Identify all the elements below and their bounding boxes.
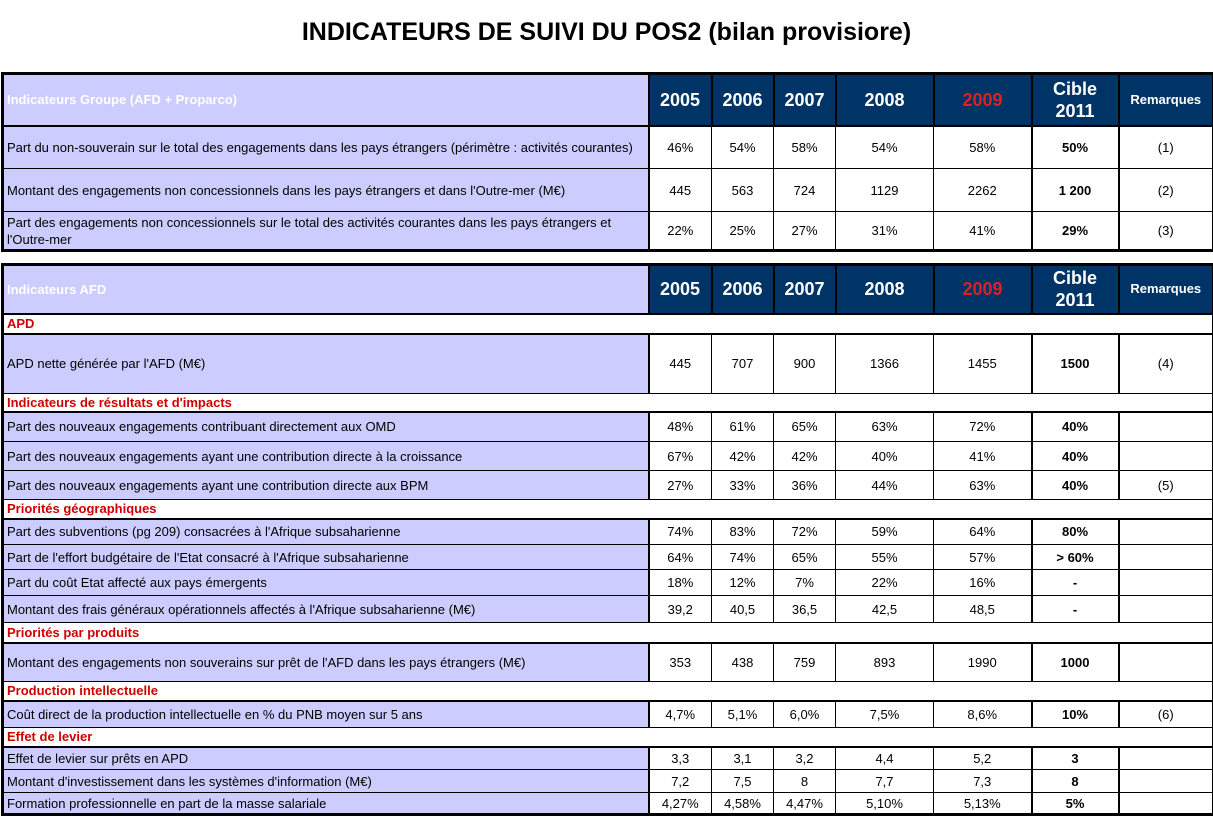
remark-cell bbox=[1119, 747, 1213, 770]
remark-cell: (6) bbox=[1119, 701, 1213, 728]
value-cell: 759 bbox=[774, 643, 836, 682]
value-cell: 900 bbox=[774, 334, 836, 394]
value-cell: 67% bbox=[649, 442, 712, 471]
value-cell: 72% bbox=[934, 412, 1032, 442]
column-header: 2007 bbox=[774, 265, 836, 314]
remark-cell bbox=[1119, 643, 1213, 682]
table-row bbox=[3, 747, 1213, 770]
remark-cell bbox=[1119, 442, 1213, 471]
value-cell: 7,7 bbox=[836, 770, 934, 793]
value-cell: 54% bbox=[836, 126, 934, 169]
value-cell: 2262 bbox=[934, 169, 1032, 212]
remark-cell bbox=[1119, 519, 1213, 545]
value-cell: 438 bbox=[712, 643, 774, 682]
table-row bbox=[3, 471, 1213, 500]
section-row bbox=[3, 682, 1213, 701]
indicator-label: Montant des engagements non souverains sur prêt de l'AFD dans les pays étrangers (M€) bbox=[3, 643, 649, 682]
value-cell: 22% bbox=[649, 212, 712, 251]
column-header: 2005 bbox=[649, 74, 712, 126]
column-header: Cible 2011 bbox=[1032, 265, 1119, 314]
table-row bbox=[3, 570, 1213, 596]
value-cell: 31% bbox=[836, 212, 934, 251]
column-header: Remarques bbox=[1119, 74, 1213, 126]
remark-cell bbox=[1119, 412, 1213, 442]
section-title: Effet de levier bbox=[3, 728, 1213, 747]
value-cell: 36,5 bbox=[774, 596, 836, 623]
target-cell: 8 bbox=[1032, 770, 1119, 793]
table-row bbox=[3, 169, 1213, 212]
value-cell: 63% bbox=[934, 471, 1032, 500]
value-cell: 724 bbox=[774, 169, 836, 212]
value-cell: 54% bbox=[712, 126, 774, 169]
column-header: Remarques bbox=[1119, 265, 1213, 314]
remark-cell bbox=[1119, 596, 1213, 623]
value-cell: 445 bbox=[649, 169, 712, 212]
section-row bbox=[3, 728, 1213, 747]
indicator-label: Effet de levier sur prêts en APD bbox=[3, 747, 649, 770]
column-header: Cible 2011 bbox=[1032, 74, 1119, 126]
value-cell: 64% bbox=[649, 545, 712, 570]
group-indicators-table bbox=[1, 72, 1213, 252]
value-cell: 74% bbox=[649, 519, 712, 545]
table-row bbox=[3, 126, 1213, 169]
target-cell: 5% bbox=[1032, 793, 1119, 815]
value-cell: 5,10% bbox=[836, 793, 934, 815]
value-cell: 4,4 bbox=[836, 747, 934, 770]
value-cell: 42% bbox=[712, 442, 774, 471]
remark-cell bbox=[1119, 793, 1213, 815]
value-cell: 63% bbox=[836, 412, 934, 442]
section-title: Indicateurs de résultats et d'impacts bbox=[3, 394, 1213, 412]
header-row bbox=[3, 265, 1213, 314]
column-header: 2008 bbox=[836, 74, 934, 126]
table-row bbox=[3, 545, 1213, 570]
page-title: INDICATEURS DE SUIVI DU POS2 (bilan provisiore) bbox=[0, 18, 1213, 47]
remark-cell bbox=[1119, 545, 1213, 570]
value-cell: 44% bbox=[836, 471, 934, 500]
value-cell: 72% bbox=[774, 519, 836, 545]
indicator-label: Part du non-souverain sur le total des engagements dans les pays étrangers (périmètre : activités courantes) bbox=[3, 126, 649, 169]
table-heading: Indicateurs AFD bbox=[3, 265, 649, 314]
section-row bbox=[3, 623, 1213, 643]
value-cell: 7% bbox=[774, 570, 836, 596]
remark-cell: (1) bbox=[1119, 126, 1213, 169]
target-cell: - bbox=[1032, 596, 1119, 623]
value-cell: 83% bbox=[712, 519, 774, 545]
indicator-label: Montant d'investissement dans les systèmes d'information (M€) bbox=[3, 770, 649, 793]
target-cell: 10% bbox=[1032, 701, 1119, 728]
value-cell: 42% bbox=[774, 442, 836, 471]
value-cell: 25% bbox=[712, 212, 774, 251]
value-cell: 18% bbox=[649, 570, 712, 596]
value-cell: 5,1% bbox=[712, 701, 774, 728]
remark-cell bbox=[1119, 570, 1213, 596]
indicator-label: Montant des engagements non concessionnels dans les pays étrangers et dans l'Outre-mer (M€) bbox=[3, 169, 649, 212]
value-cell: 48% bbox=[649, 412, 712, 442]
indicator-label: Part des nouveaux engagements contribuant directement aux OMD bbox=[3, 412, 649, 442]
indicator-label: Montant des frais généraux opérationnels affectés à l'Afrique subsaharienne (M€) bbox=[3, 596, 649, 623]
column-header: 2009 bbox=[934, 74, 1032, 126]
value-cell: 1366 bbox=[836, 334, 934, 394]
value-cell: 7,2 bbox=[649, 770, 712, 793]
section-row bbox=[3, 314, 1213, 334]
table-row bbox=[3, 212, 1213, 251]
column-header: 2006 bbox=[712, 265, 774, 314]
column-header: 2009 bbox=[934, 265, 1032, 314]
value-cell: 48,5 bbox=[934, 596, 1032, 623]
value-cell: 445 bbox=[649, 334, 712, 394]
value-cell: 40,5 bbox=[712, 596, 774, 623]
value-cell: 4,58% bbox=[712, 793, 774, 815]
value-cell: 33% bbox=[712, 471, 774, 500]
value-cell: 64% bbox=[934, 519, 1032, 545]
target-cell: 40% bbox=[1032, 442, 1119, 471]
column-header: 2006 bbox=[712, 74, 774, 126]
table-row bbox=[3, 596, 1213, 623]
section-title: Production intellectuelle bbox=[3, 682, 1213, 701]
value-cell: 58% bbox=[934, 126, 1032, 169]
section-row bbox=[3, 500, 1213, 519]
value-cell: 8 bbox=[774, 770, 836, 793]
value-cell: 707 bbox=[712, 334, 774, 394]
value-cell: 7,3 bbox=[934, 770, 1032, 793]
value-cell: 41% bbox=[934, 212, 1032, 251]
table-row bbox=[3, 793, 1213, 815]
value-cell: 8,6% bbox=[934, 701, 1032, 728]
value-cell: 46% bbox=[649, 126, 712, 169]
remark-cell bbox=[1119, 770, 1213, 793]
value-cell: 7,5 bbox=[712, 770, 774, 793]
remark-cell: (3) bbox=[1119, 212, 1213, 251]
value-cell: 5,13% bbox=[934, 793, 1032, 815]
value-cell: 7,5% bbox=[836, 701, 934, 728]
table-row bbox=[3, 334, 1213, 394]
indicator-label: Part de l'effort budgétaire de l'Etat consacré à l'Afrique subsaharienne bbox=[3, 545, 649, 570]
indicator-label: APD nette générée par l'AFD (M€) bbox=[3, 334, 649, 394]
indicator-label: Part des nouveaux engagements ayant une contribution directe à la croissance bbox=[3, 442, 649, 471]
value-cell: 3,2 bbox=[774, 747, 836, 770]
table-row bbox=[3, 643, 1213, 682]
value-cell: 27% bbox=[649, 471, 712, 500]
value-cell: 353 bbox=[649, 643, 712, 682]
column-header: 2008 bbox=[836, 265, 934, 314]
value-cell: 12% bbox=[712, 570, 774, 596]
value-cell: 3,3 bbox=[649, 747, 712, 770]
indicator-label: Part du coût Etat affecté aux pays émergents bbox=[3, 570, 649, 596]
target-cell: 1 200 bbox=[1032, 169, 1119, 212]
table-row bbox=[3, 770, 1213, 793]
indicator-label: Part des engagements non concessionnels sur le total des activités courantes dans les pays étrangers et l'Outre-mer bbox=[3, 212, 649, 251]
value-cell: 1455 bbox=[934, 334, 1032, 394]
section-row bbox=[3, 394, 1213, 412]
remark-cell: (4) bbox=[1119, 334, 1213, 394]
column-header: 2005 bbox=[649, 265, 712, 314]
value-cell: 39,2 bbox=[649, 596, 712, 623]
indicator-label: Part des nouveaux engagements ayant une contribution directe aux BPM bbox=[3, 471, 649, 500]
header-row bbox=[3, 74, 1213, 126]
indicator-label: Coût direct de la production intellectuelle en % du PNB moyen sur 5 ans bbox=[3, 701, 649, 728]
target-cell: 1500 bbox=[1032, 334, 1119, 394]
afd-indicators-table bbox=[1, 263, 1213, 816]
target-cell: - bbox=[1032, 570, 1119, 596]
target-cell: > 60% bbox=[1032, 545, 1119, 570]
value-cell: 36% bbox=[774, 471, 836, 500]
table-row bbox=[3, 442, 1213, 471]
remark-cell: (5) bbox=[1119, 471, 1213, 500]
value-cell: 4,27% bbox=[649, 793, 712, 815]
value-cell: 65% bbox=[774, 545, 836, 570]
section-title: APD bbox=[3, 314, 1213, 334]
table-row bbox=[3, 412, 1213, 442]
section-title: Priorités par produits bbox=[3, 623, 1213, 643]
indicator-label: Formation professionnelle en part de la masse salariale bbox=[3, 793, 649, 815]
value-cell: 3,1 bbox=[712, 747, 774, 770]
target-cell: 40% bbox=[1032, 471, 1119, 500]
table-row bbox=[3, 701, 1213, 728]
table-row bbox=[3, 519, 1213, 545]
value-cell: 1990 bbox=[934, 643, 1032, 682]
value-cell: 41% bbox=[934, 442, 1032, 471]
value-cell: 57% bbox=[934, 545, 1032, 570]
value-cell: 893 bbox=[836, 643, 934, 682]
target-cell: 29% bbox=[1032, 212, 1119, 251]
value-cell: 58% bbox=[774, 126, 836, 169]
value-cell: 4,7% bbox=[649, 701, 712, 728]
value-cell: 563 bbox=[712, 169, 774, 212]
table-heading: Indicateurs Groupe (AFD + Proparco) bbox=[3, 74, 649, 126]
value-cell: 5,2 bbox=[934, 747, 1032, 770]
target-cell: 80% bbox=[1032, 519, 1119, 545]
section-title: Priorités géographiques bbox=[3, 500, 1213, 519]
value-cell: 4,47% bbox=[774, 793, 836, 815]
value-cell: 6,0% bbox=[774, 701, 836, 728]
remark-cell: (2) bbox=[1119, 169, 1213, 212]
value-cell: 65% bbox=[774, 412, 836, 442]
value-cell: 22% bbox=[836, 570, 934, 596]
target-cell: 50% bbox=[1032, 126, 1119, 169]
target-cell: 1000 bbox=[1032, 643, 1119, 682]
value-cell: 27% bbox=[774, 212, 836, 251]
value-cell: 55% bbox=[836, 545, 934, 570]
value-cell: 42,5 bbox=[836, 596, 934, 623]
indicator-label: Part des subventions (pg 209) consacrées à l'Afrique subsaharienne bbox=[3, 519, 649, 545]
value-cell: 59% bbox=[836, 519, 934, 545]
target-cell: 40% bbox=[1032, 412, 1119, 442]
target-cell: 3 bbox=[1032, 747, 1119, 770]
value-cell: 1129 bbox=[836, 169, 934, 212]
value-cell: 74% bbox=[712, 545, 774, 570]
column-header: 2007 bbox=[774, 74, 836, 126]
value-cell: 16% bbox=[934, 570, 1032, 596]
value-cell: 61% bbox=[712, 412, 774, 442]
value-cell: 40% bbox=[836, 442, 934, 471]
